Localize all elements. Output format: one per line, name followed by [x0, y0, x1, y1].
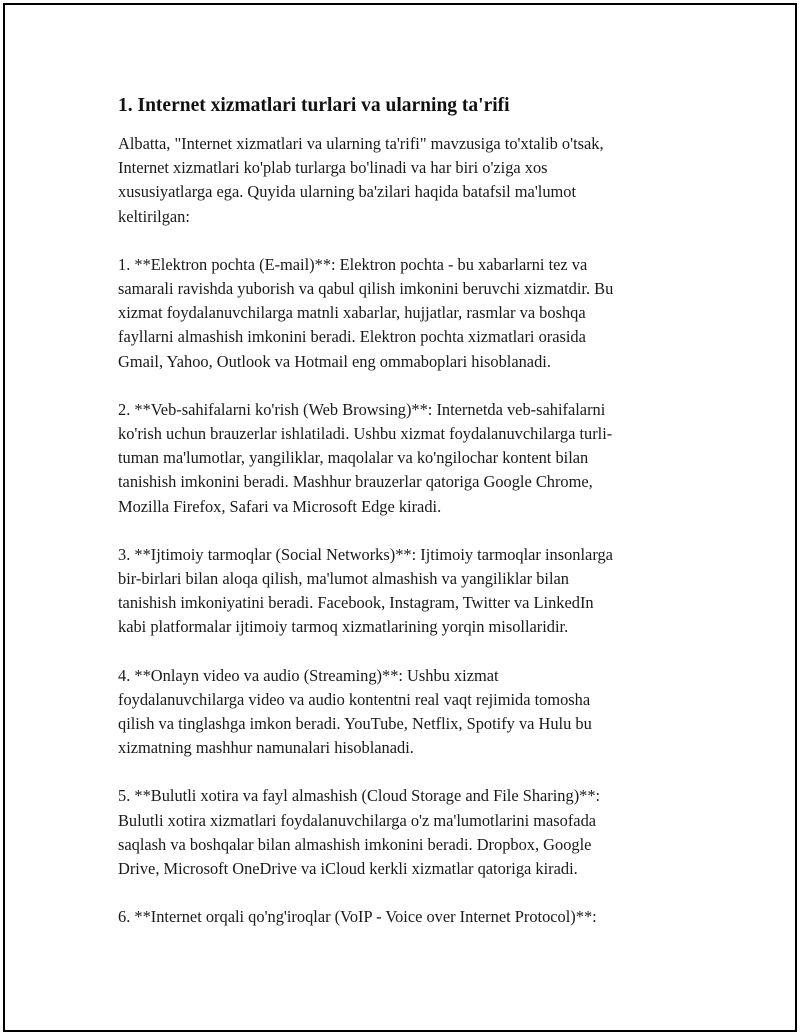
text-line: 4. **Onlayn video va audio (Streaming)**: Ushbu xizmat	[118, 665, 499, 685]
text-line: xizmat foydalanuvchilarga matnli xabarlar, hujjatlar, rasmlar va boshqa	[118, 303, 586, 323]
list-item-social-networks	[118, 543, 678, 640]
text-line: tanishish imkonini beradi. Mashhur brauzerlar qatoriga Google Chrome,	[118, 472, 593, 492]
text-line: 5. **Bulutli xotira va fayl almashish (Cloud Storage and File Sharing)**:	[118, 786, 601, 806]
text-line: samarali ravishda yuborish va qabul qilish imkonini beruvchi xizmatdir. Bu	[118, 279, 614, 299]
text-line: Internet xizmatlari ko'plab turlarga bo'linadi va har biri o'ziga xos	[118, 158, 548, 178]
text-line: keltirilgan:	[118, 206, 190, 226]
text-line: bir-birlari bilan aloqa qilish, ma'lumot almashish va yangiliklar bilan	[118, 569, 569, 589]
text-line: 2. **Veb-sahifalarni ko'rish (Web Browsing)**: Internetda veb-sahifalarni	[118, 399, 606, 419]
text-line: 1. **Elektron pochta (E-mail)**: Elektron pochta - bu xabarlarni tez va	[118, 254, 588, 274]
text-line: xizmatning mashhur namunalari hisoblanadi.	[118, 738, 414, 758]
text-line: Mozilla Firefox, Safari va Microsoft Edge kiradi.	[118, 496, 442, 516]
text-line: kabi platformalar ijtimoiy tarmoq xizmatlarining yorqin misollaridir.	[118, 617, 569, 637]
text-line: Albatta, "Internet xizmatlari va ularning ta'rifi" mavzusiga to'xtalib o'tsak,	[118, 134, 604, 153]
text-line: Bulutli xotira xizmatlari foydalanuvchilarga o'z ma'lumotlarini masofada	[118, 810, 597, 830]
text-line: 6. **Internet orqali qo'ng'iroqlar (VoIP - Voice over Internet Protocol)**:	[118, 907, 597, 927]
list-item-email	[118, 253, 678, 374]
text-line: ko'rish uchun brauzerlar ishlatiladi. Ushbu xizmat foydalanuvchilarga turli-	[118, 424, 613, 444]
list-item-cloud-storage	[118, 784, 678, 881]
text-line: foydalanuvchilarga video va audio kontentni real vaqt rejimida tomosha	[118, 689, 591, 709]
text-line: fayllarni almashish imkonini beradi. Elektron pochta xizmatlari orasida	[118, 327, 586, 347]
intro-paragraph	[118, 132, 678, 229]
text-line: 3. **Ijtimoiy tarmoqlar (Social Networks)**: Ijtimoiy tarmoqlar insonlarga	[118, 544, 613, 564]
text-line: tanishish imkoniyatini beradi. Facebook, Instagram, Twitter va LinkedIn	[118, 593, 594, 613]
text-line: tuman ma'lumotlar, yangiliklar, maqolalar va ko'ngilochar kontent bilan	[118, 448, 589, 468]
text-line: saqlash va boshqalar bilan almashish imkonini beradi. Dropbox, Google	[118, 834, 592, 854]
list-item-streaming	[118, 664, 678, 761]
list-item-voip	[118, 905, 678, 929]
document-body	[118, 92, 678, 929]
text-line: Gmail, Yahoo, Outlook va Hotmail eng ommaboplari hisoblanadi.	[118, 351, 551, 371]
text-line: xususiyatlarga ega. Quyida ularning ba'zilari haqida batafsil ma'lumot	[118, 182, 577, 202]
text-line: qilish va tinglashga imkon beradi. YouTube, Netflix, Spotify va Hulu bu	[118, 714, 592, 734]
section-heading: 1. Internet xizmatlari turlari va ularning ta'rifi	[118, 95, 510, 116]
text-line: Drive, Microsoft OneDrive va iCloud kerkli xizmatlar qatoriga kiradi.	[118, 859, 578, 879]
list-item-web-browsing	[118, 398, 678, 519]
